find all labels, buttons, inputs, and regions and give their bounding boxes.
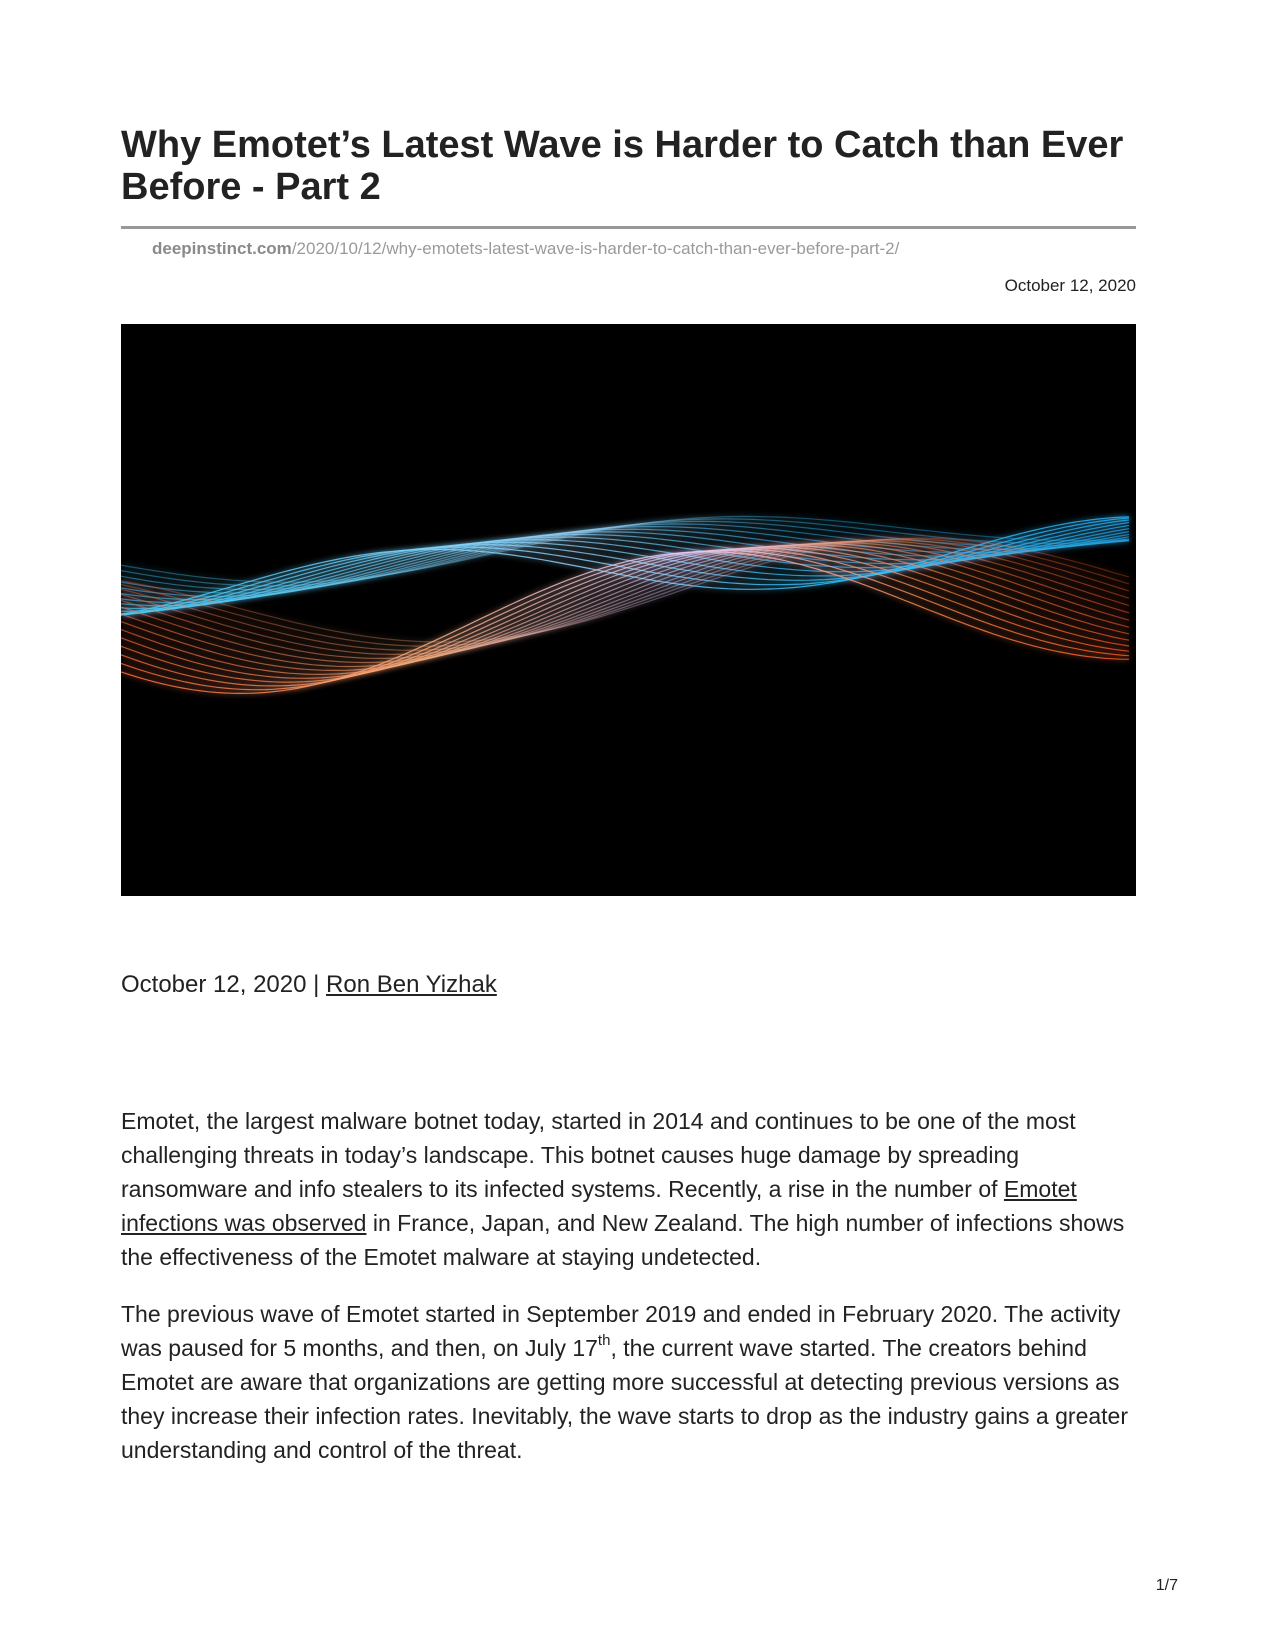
paragraph-2 xyxy=(121,1297,1141,1467)
source-domain: deepinstinct.com xyxy=(152,239,292,258)
ordinal-superscript: th xyxy=(597,1332,611,1350)
blue-wave-strand xyxy=(121,517,1129,615)
paragraph-2-text-end: , the current wave started. The creators behind Emotet are aware that organizations are getting more successful at detecting previous versions as they increase their infection rates. Inevitably, the wave starts to drop as the industry gains a greater understanding and control of the threat. xyxy=(121,1335,1128,1463)
article-title: Why Emotet’s Latest Wave is Harder to Catch than Ever Before - Part 2 xyxy=(121,124,1124,208)
byline-date: October 12, 2020 xyxy=(121,971,307,998)
byline-separator: | xyxy=(306,971,327,998)
paragraph-1-text-start: Emotet, the largest malware botnet today, started in 2014 and continues to be one of the most challenging threats in today’s landscape. This botnet causes huge damage by spreading ransomware and info stealers to its infected systems. Recently, a rise in the number of xyxy=(121,1108,1076,1202)
paragraph-2-text-start: The previous wave of Emotet started in September 2019 and ended in February 2020. The activity was paused for 5 months, and then, on July 17 xyxy=(121,1301,1121,1361)
source-url[interactable] xyxy=(152,238,899,260)
emotet-infections-link[interactable]: Emotet infections was observed xyxy=(121,1176,1077,1236)
author-link[interactable]: Ron Ben Yizhak xyxy=(326,971,497,998)
page-number: 1/7 xyxy=(1155,1577,1178,1594)
hero-image xyxy=(121,324,1136,896)
byline xyxy=(121,970,497,1000)
source-path: /2020/10/12/why-emotets-latest-wave-is-harder-to-catch-than-ever-before-part-2/ xyxy=(291,239,900,258)
paragraph-1-text-end: in France, Japan, and New Zealand. The high number of infections shows the effectiveness of the Emotet malware at staying undetected. xyxy=(121,1210,1125,1270)
publish-date: October 12, 2020 xyxy=(1004,276,1136,295)
glowing-wave-lines-image xyxy=(121,324,1136,896)
paragraph-1 xyxy=(121,1104,1141,1274)
orange-wave-strand xyxy=(121,552,1129,694)
title-divider xyxy=(121,226,1136,229)
